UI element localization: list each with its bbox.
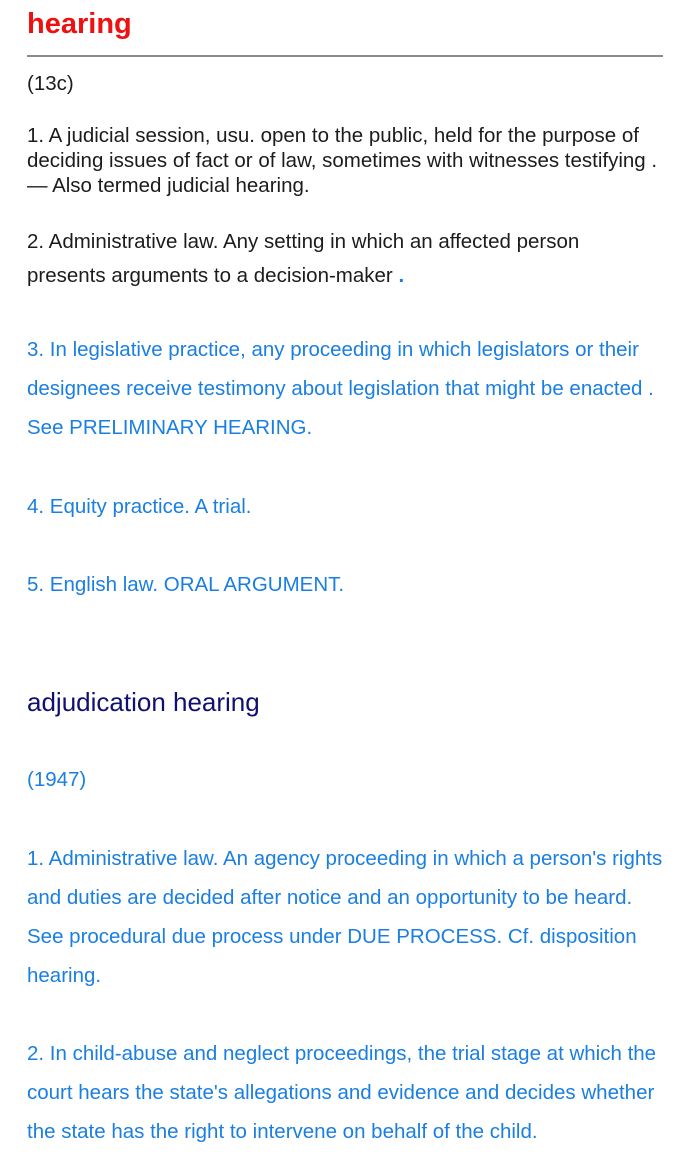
sense-3[interactable]: 3. In legislative practice, any proceeding in which legislators or their designees receive testimony about legislation that might be enacted . See PRELIMINARY HEARING.	[27, 338, 654, 439]
subentry-sense-2[interactable]: 2. In child-abuse and neglect proceedings, the trial stage at which the court hears the state's allegations and evidence and decides whether the state has the right to intervene on behalf of the child.	[27, 1042, 657, 1143]
subentry-date[interactable]: (1947)	[27, 768, 87, 791]
sense-2-text: 2. Administrative law. Any setting in which an affected person presents arguments to a decision-maker	[27, 230, 580, 287]
sense-4[interactable]: 4. Equity practice. A trial.	[27, 495, 252, 518]
sense-2	[27, 225, 663, 293]
sense-1: 1. A judicial session, usu. open to the public, held for the purpose of deciding issues of fact or of law, sometimes with witnesses testifying . — Also termed judicial hearing.	[27, 124, 658, 197]
sense-2-link-dot[interactable]: .	[398, 264, 405, 287]
entry-date: (13c)	[27, 72, 74, 95]
header-divider	[27, 55, 663, 57]
subentry-sense-1[interactable]: 1. Administrative law. An agency proceeding in which a person's rights and duties are decided after notice and an opportunity to be heard. See procedural due process under DUE PROCESS. Cf. disposition hearing.	[27, 847, 663, 987]
sense-5[interactable]: 5. English law. ORAL ARGUMENT.	[27, 573, 345, 596]
headword: hearing	[27, 8, 132, 40]
subentry-title: adjudication hearing	[27, 687, 260, 717]
